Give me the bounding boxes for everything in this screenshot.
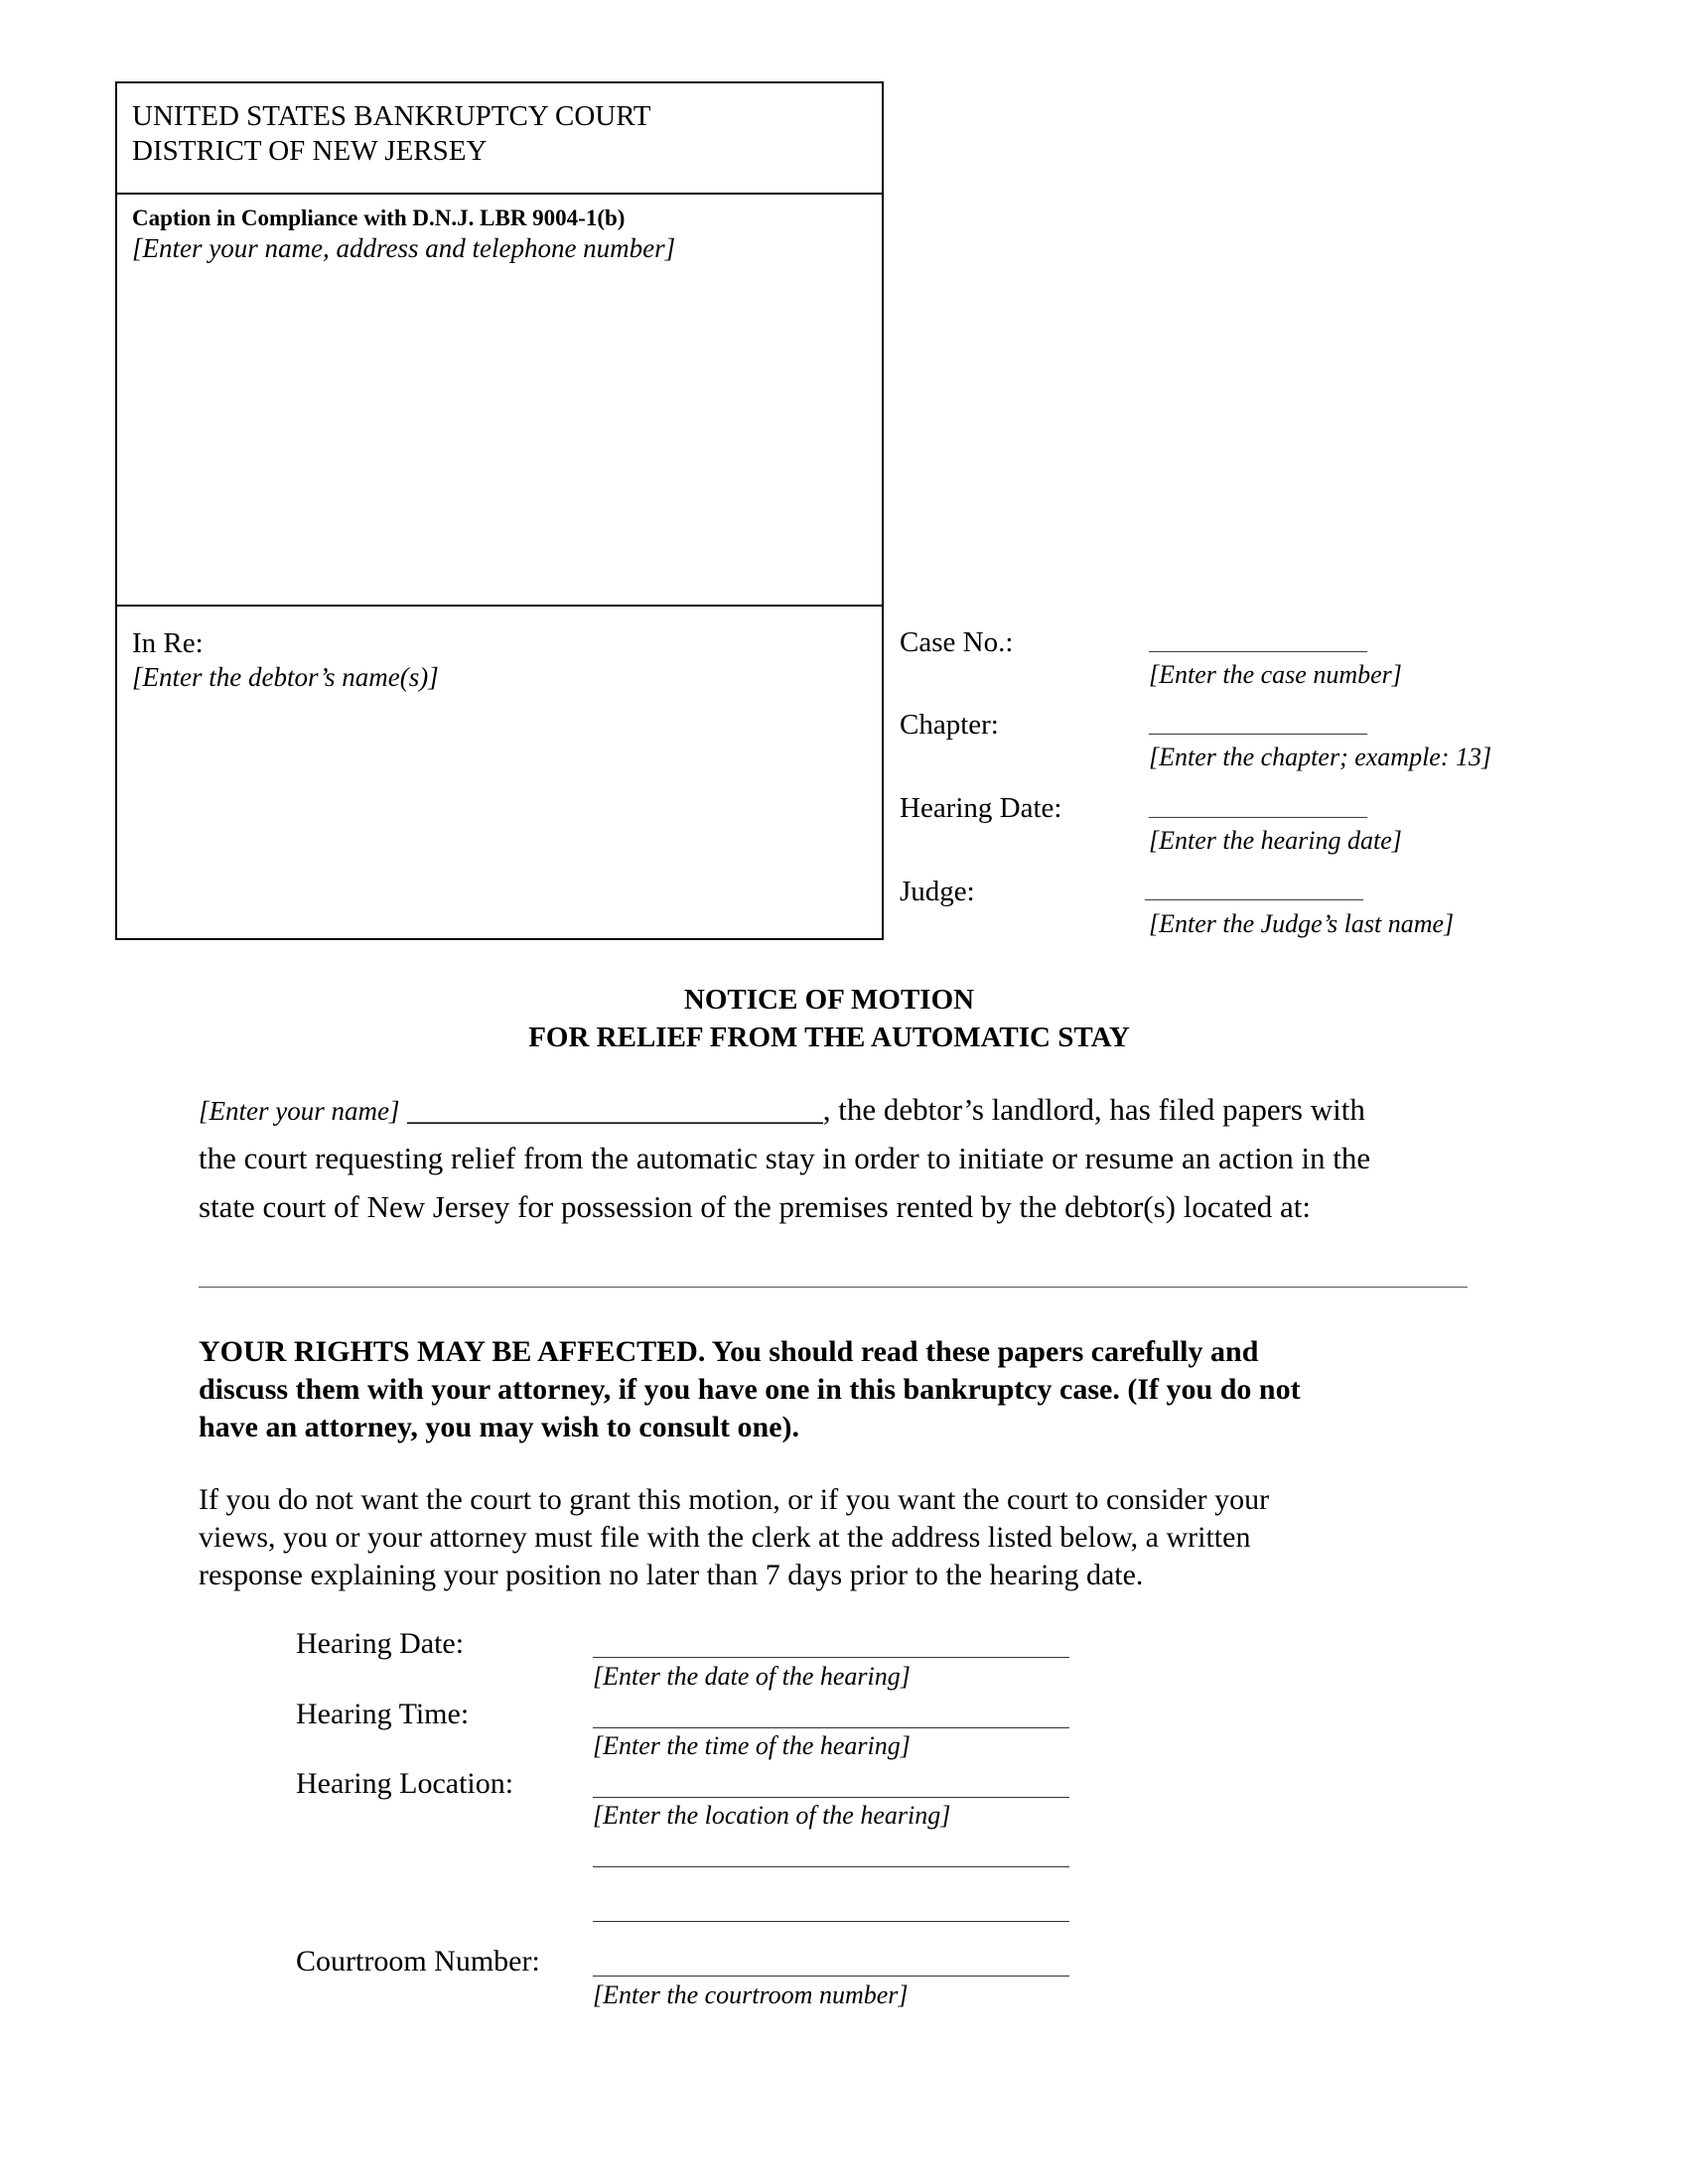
case-no-hint: [Enter the case number] [1149,660,1402,689]
hearing-date-blank[interactable]: ____________________ [1149,795,1367,820]
in-re-debtor-hint[interactable]: [Enter the debtor’s name(s)] [132,662,439,692]
in-re-label: In Re: [132,627,204,659]
caption-divider-top [115,193,884,195]
hearing-date-label: Hearing Date: [900,792,1062,824]
caption-divider-bottom [115,605,884,607]
hearing-date-field-hint: [Enter the date of the hearing] [593,1662,911,1691]
hearing-date-field-label: Hearing Date: [296,1627,465,1660]
hearing-location-extra-line-2[interactable] [593,1921,1069,1922]
your-name-blank[interactable]: ___________________________ [407,1092,823,1127]
instructions-line-3: response explaining your position no later than 7 days prior to the hearing date. [199,1559,1144,1591]
your-name-hint: [Enter your name] [199,1096,400,1126]
judge-blank[interactable]: ____________________ [1145,878,1363,902]
intro-line-1 [199,1091,1365,1130]
rights-notice-line-1: YOUR RIGHTS MAY BE AFFECTED. You should read these papers carefully and [199,1335,1259,1368]
courtroom-number-field-label: Courtroom Number: [296,1945,540,1978]
chapter-label: Chapter: [900,709,999,741]
page-title: NOTICE OF MOTION [683,984,975,1016]
instructions-line-2: views, you or your attorney must file with the clerk at the address listed below, a written [199,1521,1251,1554]
premises-address-line[interactable] [199,1287,1468,1288]
courtroom-number-field-hint: [Enter the courtroom number] [593,1980,909,2009]
caption-hint[interactable]: [Enter your name, address and telephone number] [132,233,676,263]
judge-label: Judge: [900,876,975,907]
intro-line-2: the court requesting relief from the automatic stay in order to initiate or resume an action in the [199,1141,1371,1175]
hearing-location-field-line[interactable] [593,1797,1069,1798]
hearing-location-extra-line-1[interactable] [593,1866,1069,1867]
hearing-date-hint: [Enter the hearing date] [1149,826,1402,855]
judge-hint: [Enter the Judge’s last name] [1149,909,1455,938]
instructions-line-1: If you do not want the court to grant this motion, or if you want the court to consider your [199,1483,1270,1516]
case-no-label: Case No.: [900,626,1014,658]
chapter-hint: [Enter the chapter; example: 13] [1149,743,1492,771]
case-no-blank[interactable]: ____________________ [1149,629,1367,654]
rights-notice-line-3: have an attorney, you may wish to consult one). [199,1411,800,1443]
intro-line-3: state court of New Jersey for possession of the premises rented by the debtor(s) located at: [199,1189,1311,1224]
hearing-location-field-hint: [Enter the location of the hearing] [593,1801,951,1830]
court-district: DISTRICT OF NEW JERSEY [132,135,488,167]
chapter-blank[interactable]: ____________________ [1149,712,1367,737]
court-name: UNITED STATES BANKRUPTCY COURT [132,100,651,132]
page-subtitle: FOR RELIEF FROM THE AUTOMATIC STAY [528,1022,1130,1053]
intro-line-1-rest: , the debtor’s landlord, has filed papers with [822,1092,1365,1127]
hearing-location-field-label: Hearing Location: [296,1767,514,1800]
courtroom-number-field-line[interactable] [593,1976,1069,1977]
hearing-time-field-hint: [Enter the time of the hearing] [593,1731,911,1760]
hearing-time-field-line[interactable] [593,1727,1069,1728]
hearing-time-field-label: Hearing Time: [296,1698,470,1730]
rights-notice-line-2: discuss them with your attorney, if you have one in this bankruptcy case. (If you do not [199,1373,1301,1406]
hearing-date-field-line[interactable] [593,1657,1069,1658]
caption-title: Caption in Compliance with D.N.J. LBR 9004-1(b) [132,205,626,230]
